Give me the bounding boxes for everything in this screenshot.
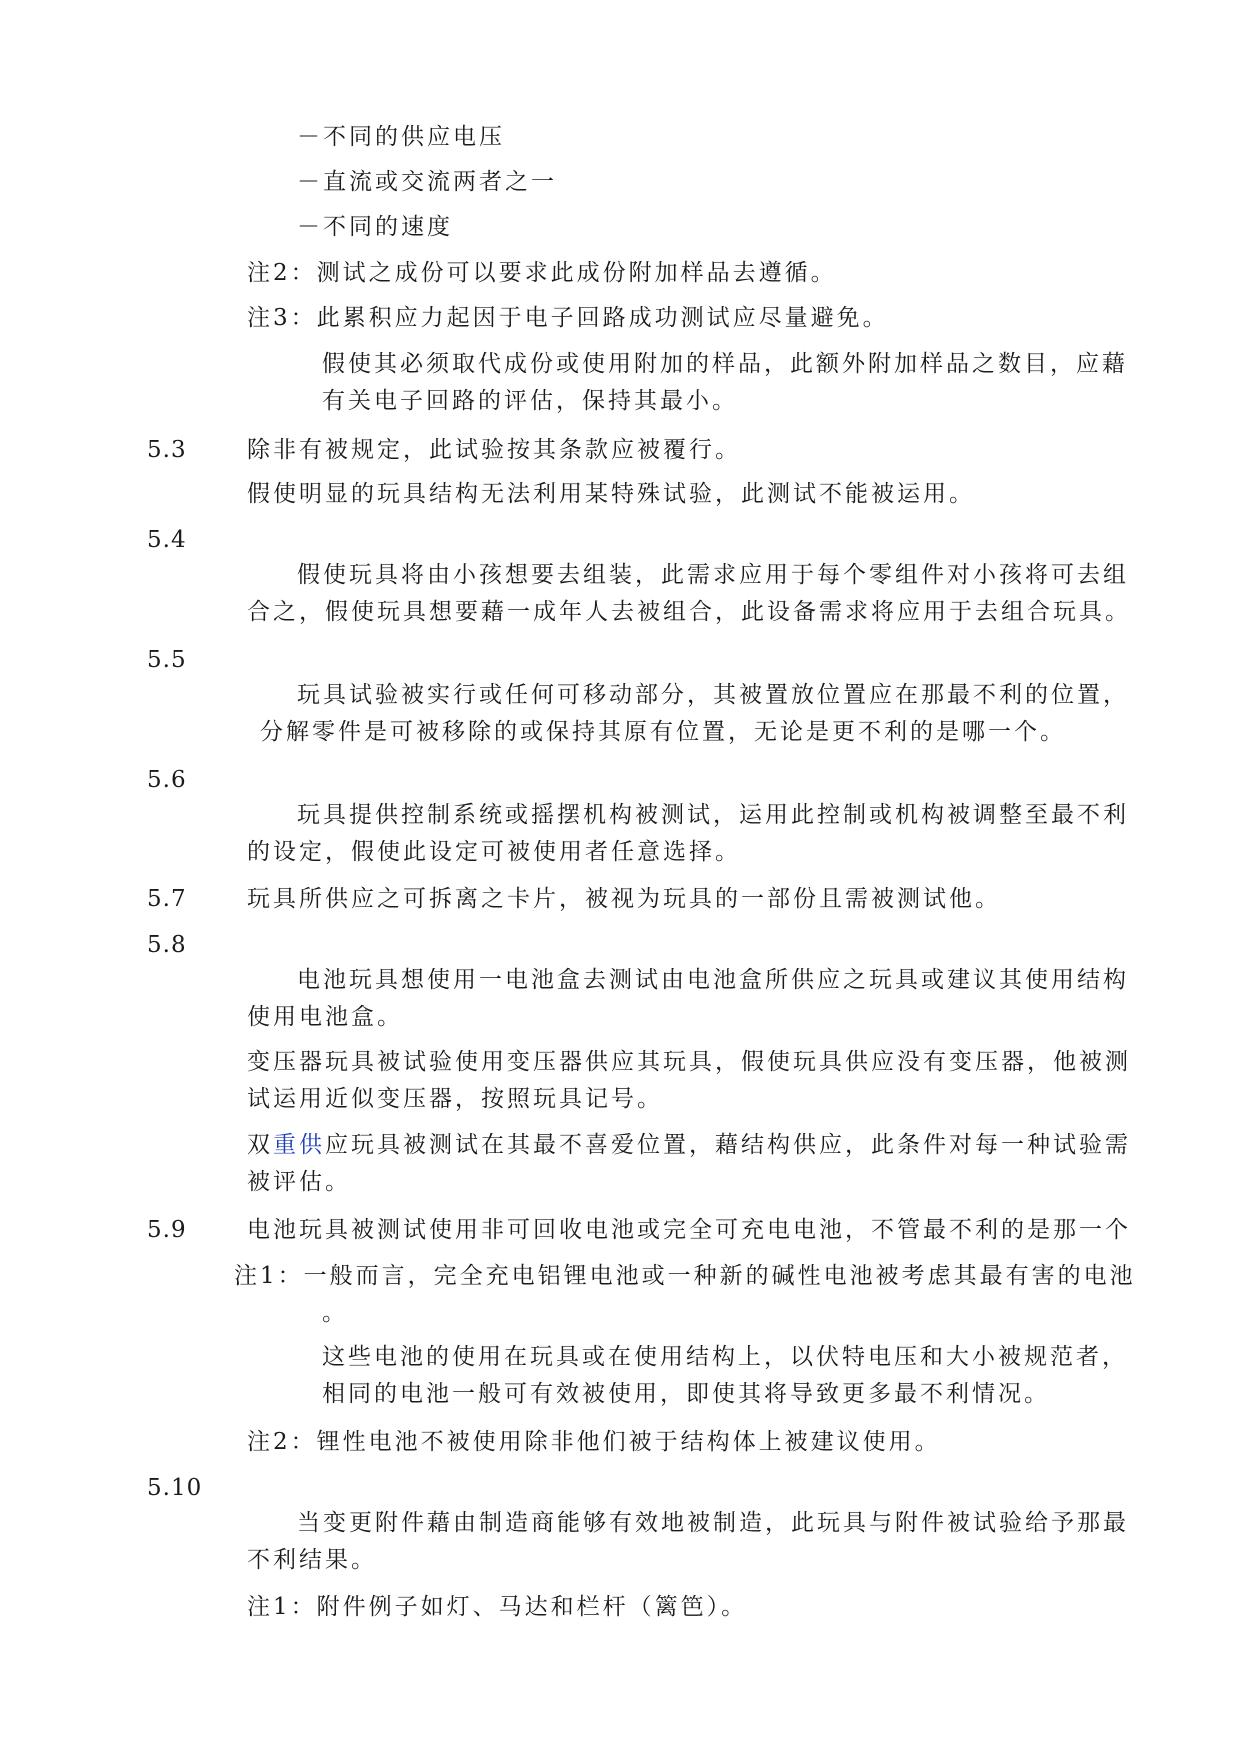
- paragraph: 玩具所供应之可拆离之卡片，被视为玩具的一部份且需被测试他。: [247, 886, 1001, 912]
- paragraph: 分解零件是可被移除的或保持其原有位置，无论是更不利的是哪一个。: [260, 719, 1066, 745]
- paragraph: 除非有被规定，此试验按其条款应被覆行。: [247, 437, 741, 463]
- section-number: 5.3: [147, 437, 187, 463]
- paragraph: 当变更附件藉由制造商能够有效地被制造，此玩具与附件被试验给予那最: [297, 1510, 1129, 1536]
- section-number: 5.8: [147, 932, 187, 958]
- paragraph: 玩具试验被实行或任何可移动部分，其被置放位置应在那最不利的位置，: [297, 682, 1129, 708]
- list-item: －不同的速度: [297, 214, 453, 240]
- paragraph: 相同的电池一般可有效被使用，即使其将导致更多最不利情况。: [322, 1381, 1050, 1407]
- section-number: 5.7: [147, 886, 187, 912]
- section-number: 5.4: [147, 527, 187, 553]
- note: 注1：一般而言，完全充电铝锂电池或一种新的碱性电池被考虑其最有害的电池: [234, 1263, 1136, 1289]
- paragraph: 假使其必须取代成份或使用附加的样品，此额外附加样品之数目，应藉: [322, 351, 1128, 377]
- paragraph: 电池玩具想使用一电池盒去测试由电池盒所供应之玩具或建议其使用结构: [297, 967, 1129, 993]
- note: 注2：测试之成份可以要求此成份附加样品去遵循。: [247, 260, 837, 286]
- section-number: 5.10: [147, 1475, 203, 1501]
- paragraph: 不利结果。: [247, 1547, 377, 1573]
- paragraph: [247, 1130, 1131, 1160]
- paragraph: 假使玩具将由小孩想要去组装，此需求应用于每个零组件对小孩将可去组: [297, 562, 1129, 588]
- paragraph: 电池玩具被测试使用非可回收电池或完全可充电电池，不管最不利的是那一个: [247, 1217, 1131, 1243]
- paragraph: 合之，假使玩具想要藉一成年人去被组合，此设备需求将应用于去组合玩具。: [247, 599, 1131, 625]
- paragraph: 。: [322, 1300, 348, 1326]
- paragraph: 这些电池的使用在玩具或在使用结构上，以伏特电压和大小被规范者，: [322, 1344, 1128, 1370]
- note: 注3：此累积应力起因于电子回路成功测试应尽量避免。: [247, 305, 889, 331]
- paragraph: 假使明显的玩具结构无法利用某特殊试验，此测试不能被运用。: [247, 481, 975, 507]
- section-number: 5.5: [147, 647, 187, 673]
- list-item: －直流或交流两者之一: [297, 169, 557, 195]
- text-run: 双: [247, 1132, 273, 1158]
- note: 注1：附件例子如灯、马达和栏杆（篱笆）。: [247, 1594, 748, 1620]
- section-number: 5.9: [147, 1217, 187, 1243]
- section-number: 5.6: [147, 767, 187, 793]
- paragraph: 变压器玩具被试验使用变压器供应其玩具，假使玩具供应没有变压器，他被测: [247, 1049, 1131, 1075]
- paragraph: 的设定，假使此设定可被使用者任意选择。: [247, 839, 741, 865]
- paragraph: 被评估。: [247, 1169, 351, 1195]
- paragraph: 试运用近似变压器，按照玩具记号。: [247, 1086, 663, 1112]
- list-item: －不同的供应电压: [297, 124, 505, 150]
- paragraph: 有关电子回路的评估，保持其最小。: [322, 388, 738, 414]
- note: 注2：锂性电池不被使用除非他们被于结构体上被建议使用。: [247, 1429, 941, 1455]
- text-run: 应玩具被测试在其最不喜爱位置，藉结构供应，此条件对每一种试验需: [325, 1132, 1131, 1158]
- paragraph: 使用电池盒。: [247, 1004, 403, 1030]
- paragraph: 玩具提供控制系统或摇摆机构被测试，运用此控制或机构被调整至最不利: [297, 802, 1129, 828]
- highlighted-text: 重供: [273, 1132, 325, 1158]
